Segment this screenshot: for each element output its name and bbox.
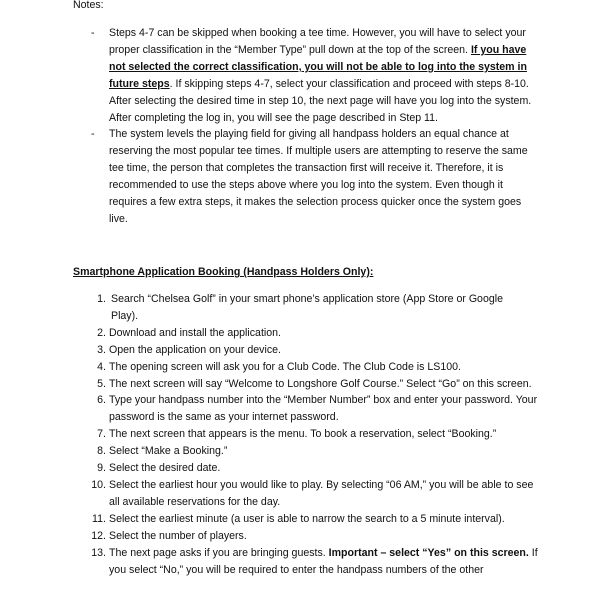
step-number: 4. — [97, 360, 106, 373]
step-number: 6. — [97, 394, 106, 407]
step-text: Search “Chelsea Golf” in your smart phone’s application store (App Store or Google Play). — [111, 293, 503, 322]
step-text: Download and install the application. — [109, 326, 281, 339]
list-item — [0, 342, 539, 359]
step-text: Select the desired date. — [109, 462, 221, 475]
step-number: 1. — [97, 293, 106, 305]
step-number: 13. — [91, 546, 106, 559]
step-text: Select “Make a Booking.” — [109, 445, 228, 458]
notes-list — [0, 25, 539, 228]
bullet-dash: - — [91, 128, 95, 141]
list-item — [0, 376, 539, 393]
list-item — [0, 426, 539, 443]
step-number: 11. — [92, 512, 106, 525]
list-item — [0, 359, 539, 376]
list-item — [0, 528, 539, 545]
note-text: . If skipping steps 4-7, select your classification and proceed with steps 8-10. After selecting the desired time in step 10, the next page will have you log into the system. After completing the log in, you will see the page described in Step 11. — [109, 77, 532, 124]
list-item — [0, 392, 539, 426]
step-number: 3. — [97, 343, 106, 356]
step-number: 2. — [97, 326, 106, 339]
step-text: The next screen will say “Welcome to Longshore Golf Course.” Select “Go” on this screen. — [109, 377, 532, 390]
list-item — [0, 325, 539, 342]
step-text: Select the number of players. — [109, 529, 247, 542]
step-important-text: Important – select “Yes” on this screen. — [328, 546, 529, 559]
step-text: The opening screen will ask you for a Club Code. The Club Code is LS100. — [109, 360, 461, 373]
step-number: 10. — [91, 478, 106, 491]
step-text: Select the earliest hour you would like to play. By selecting “06 AM,” you will be able to see all available reservations for the day. — [109, 478, 534, 508]
list-item — [0, 25, 539, 126]
step-text: Select the earliest minute (a user is able to narrow the search to a 5 minute interval). — [109, 512, 505, 525]
step-text: If you select “No,” you will be required to enter the handpass numbers of the other — [109, 546, 538, 576]
list-item — [0, 545, 539, 579]
list-item — [0, 443, 539, 460]
step-text: The next screen that appears is the menu. To book a reservation, select “Booking.” — [109, 428, 497, 441]
step-number: 8. — [97, 445, 106, 458]
step-number: 12. — [91, 529, 106, 542]
note-warning-text: If you have not selected the correct classification, you will not be able to log into the system in future steps — [109, 43, 527, 90]
list-item — [0, 511, 539, 528]
notes-heading: Notes: — [73, 0, 104, 11]
list-item — [0, 291, 521, 325]
step-number: 9. — [97, 462, 106, 475]
section-heading: Smartphone Application Booking (Handpass Holders Only): — [73, 266, 374, 278]
step-number: 7. — [97, 428, 106, 441]
step-text: Open the application on your device. — [109, 343, 281, 356]
list-item — [0, 126, 539, 227]
list-item — [0, 477, 539, 511]
steps-list — [0, 291, 539, 578]
step-number: 5. — [97, 377, 106, 390]
step-text: Type your handpass number into the “Member Number” box and enter your password. Your password is the same as your internet password. — [109, 394, 538, 424]
list-item — [0, 460, 539, 477]
note-text: Steps 4-7 can be skipped when booking a tee time. However, you will have to select your proper classification in the “Member Type” pull down at the top of the screen. — [109, 27, 526, 56]
bullet-dash: - — [91, 27, 95, 39]
step-text: The next page asks if you are bringing guests. — [109, 546, 329, 559]
note-text: The system levels the playing field for giving all handpass holders an equal chance at reserving the most popular tee times. If multiple users are attempting to reserve the same tee time, the person that completes the transaction first will receive it. Therefore, it is recommended to use the steps above where you log into the system. Even though it requires a few extra steps, it makes the selection process quicker once the system goes live. — [109, 128, 528, 225]
